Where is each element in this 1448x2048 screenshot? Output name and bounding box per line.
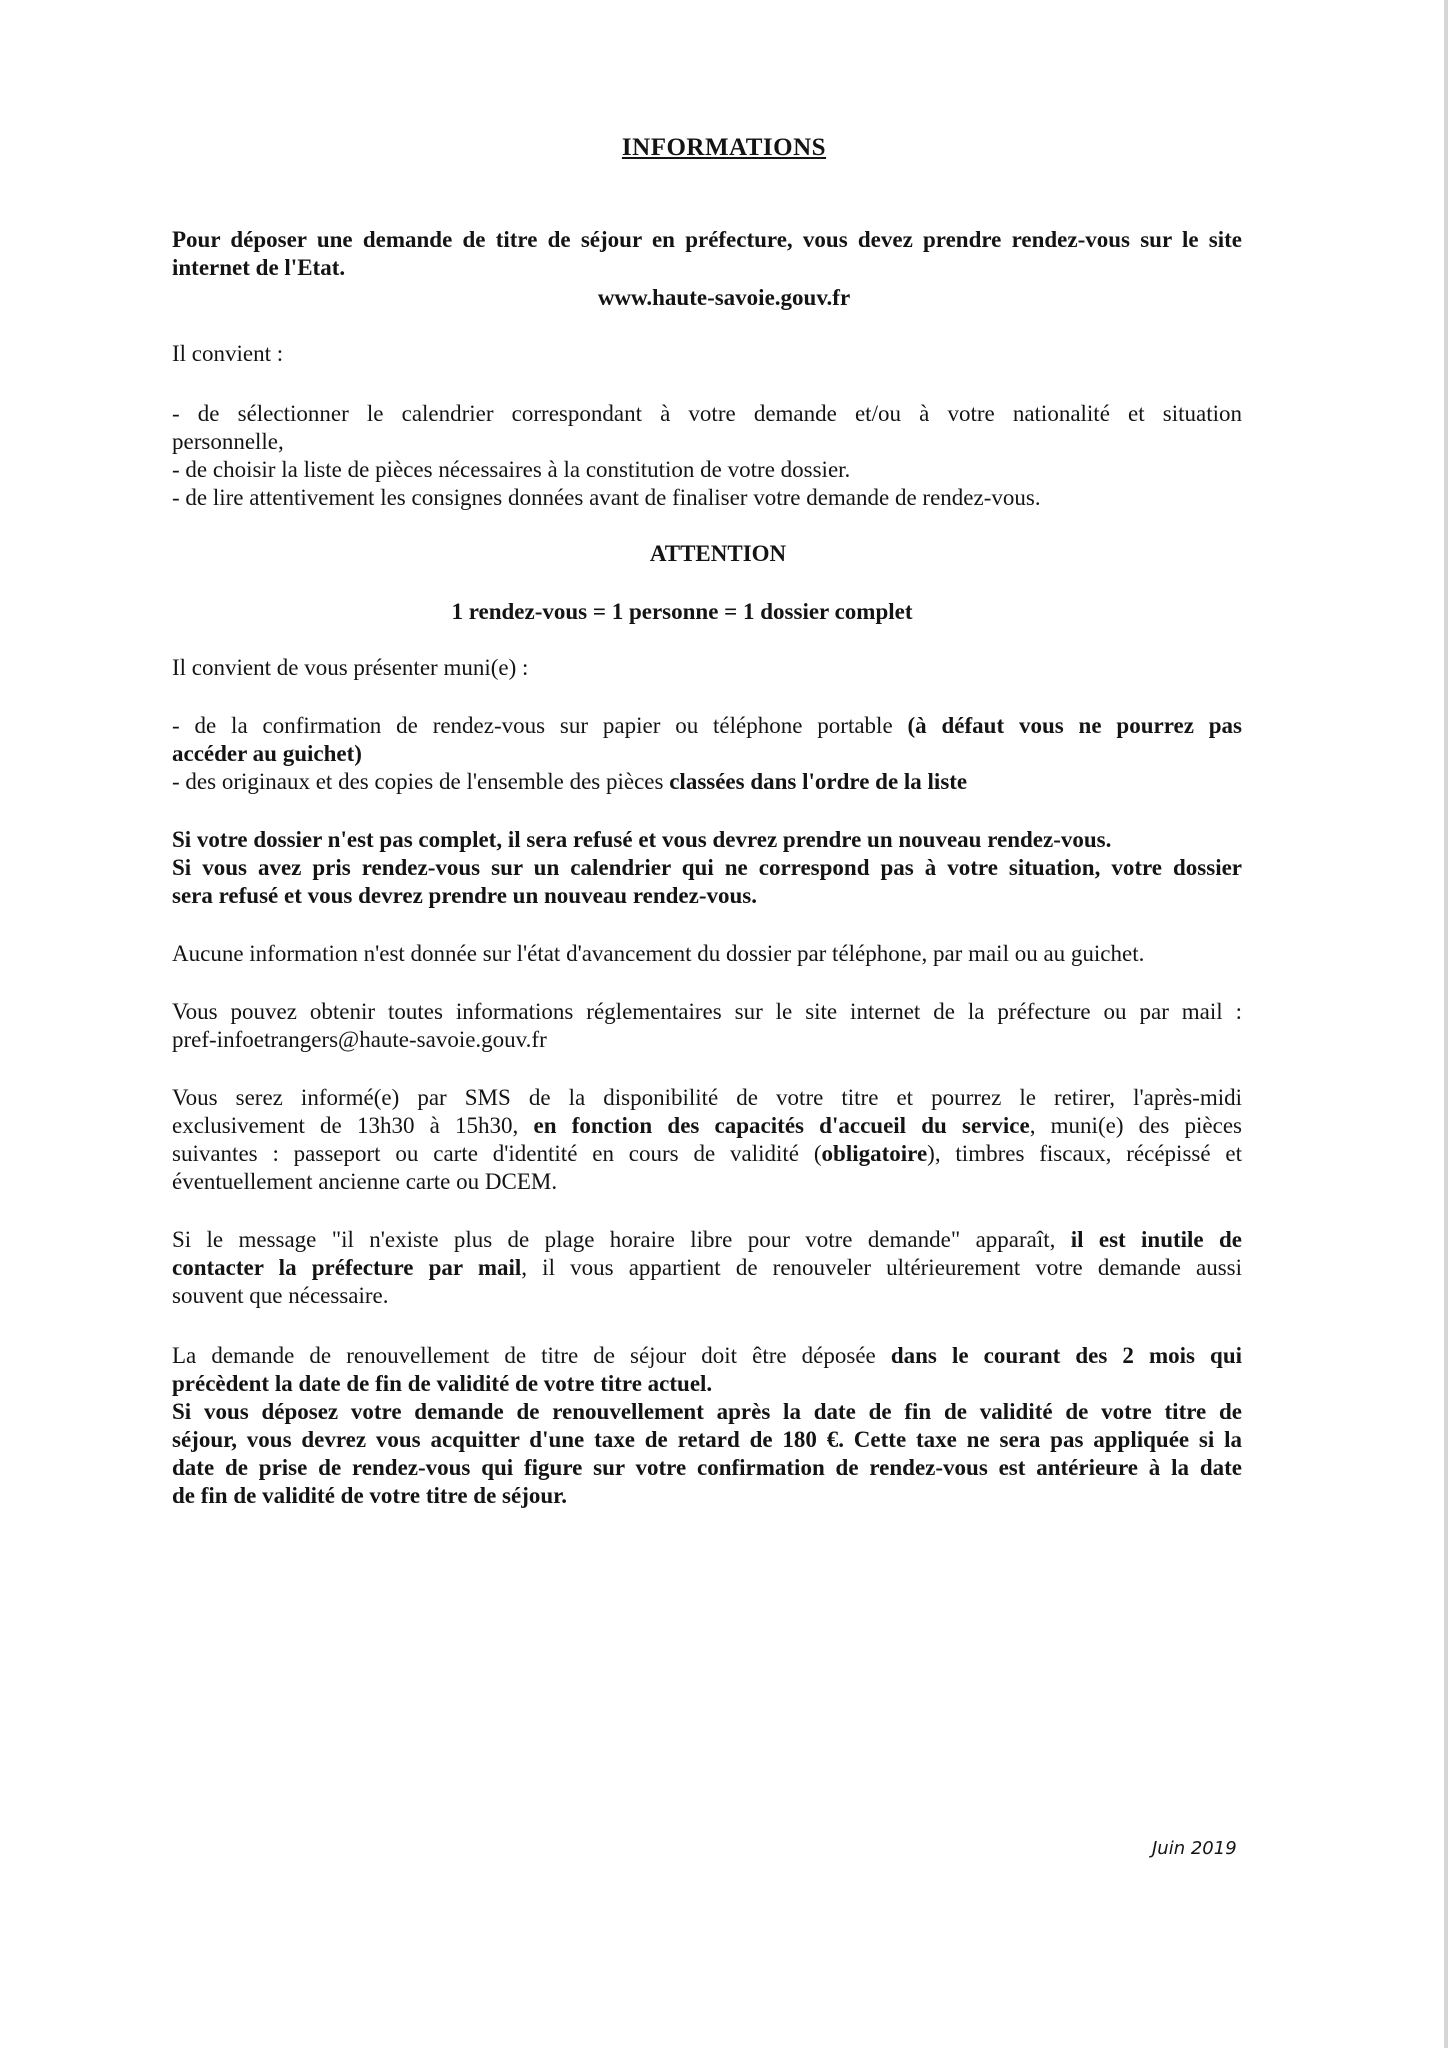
present-item-2-normal: - des originaux et des copies de l'ensemble des pièces [172, 769, 664, 794]
present-item-1-line-1 [172, 712, 1242, 740]
sms-line-3-a: suivantes : passeport ou carte d'identité en cours de validité ( [172, 1141, 822, 1166]
warning-line-3: sera refusé et vous devrez prendre un nouveau rendez-vous. [172, 883, 757, 908]
sms-line-2-b: , muni(e) des pièces [1029, 1113, 1242, 1138]
no-slot-line-2-bold: contacter la préfecture par mail [172, 1255, 522, 1280]
renewal-line-1 [172, 1342, 1242, 1370]
renewal-line-4: séjour, vous devrez vous acquitter d'une taxe de retard de 180 €. Cette taxe ne sera pas appliquée si la [172, 1427, 1242, 1452]
intro-line-2: internet de l'Etat. [172, 255, 346, 280]
sms-line-1: Vous serez informé(e) par SMS de la disponibilité de votre titre et pourrez le retirer, l'après-midi [172, 1085, 1242, 1110]
present-item-2 [172, 768, 1242, 796]
no-slot-line-1-bold: il est inutile de [1070, 1227, 1242, 1252]
present-item-2-bold: classées dans l'ordre de la liste [669, 769, 968, 794]
renewal-line-1-bold: dans le courant des 2 mois qui [890, 1343, 1243, 1368]
present-item-1-normal: - de la confirmation de rendez-vous sur papier ou téléphone portable [172, 713, 893, 738]
step-1-line-1: - de sélectionner le calendrier correspondant à votre demande et/ou à votre nationalité et situation [172, 401, 1242, 426]
step-1-line-2: personnelle, [172, 429, 284, 454]
step-3: - de lire attentivement les consignes données avant de finaliser votre demande de rendez-vous. [172, 485, 1041, 510]
step-2: - de choisir la liste de pièces nécessaires à la constitution de votre dossier. [172, 457, 851, 482]
present-intro: Il convient de vous présenter muni(e) : [172, 655, 529, 680]
sms-line-4: éventuellement ancienne carte ou DCEM. [172, 1169, 558, 1194]
present-item-1-line-2: accéder au guichet) [172, 741, 362, 766]
intro-line-1: Pour déposer une demande de titre de séjour en préfecture, vous devez prendre rendez-vous sur le site [172, 227, 1242, 252]
warning-line-1: Si votre dossier n'est pas complet, il sera refusé et vous devrez prendre un nouveau rendez-vous. [172, 827, 1112, 852]
sms-line-3-b: ), timbres fiscaux, récépissé et [927, 1141, 1243, 1166]
renewal-line-2: précèdent la date de fin de validité de votre titre actuel. [172, 1371, 713, 1396]
contact-email: pref-infoetrangers@haute-savoie.gouv.fr [172, 1027, 547, 1052]
sms-line-2-a: exclusivement de 13h30 à 15h30, [172, 1113, 519, 1138]
renewal-line-6: de fin de validité de votre titre de séjour. [172, 1483, 567, 1508]
contact-line-1: Vous pouvez obtenir toutes informations réglementaires sur le site internet de la préfecture ou par mail : [172, 999, 1242, 1024]
warning-line-2: Si vous avez pris rendez-vous sur un calendrier qui ne correspond pas à votre situation, votre dossier [172, 855, 1242, 880]
no-slot-line-1 [172, 1226, 1242, 1254]
renewal-line-3: Si vous déposez votre demande de renouvellement après la date de fin de validité de votre titre de [172, 1399, 1242, 1424]
sms-line-3 [172, 1140, 1242, 1168]
no-slot-line-2-b: , il vous appartient de renouveler ultérieurement votre demande aussi [521, 1255, 1242, 1280]
il-convient-label: Il convient : [172, 341, 284, 366]
sms-line-2 [172, 1112, 1242, 1140]
no-info-text: Aucune information n'est donnée sur l'état d'avancement du dossier par téléphone, par mail ou au guichet. [172, 941, 1145, 966]
no-slot-line-2 [172, 1254, 1242, 1282]
attention-heading: ATTENTION [649, 541, 787, 566]
attention-rule: 1 rendez-vous = 1 personne = 1 dossier complet [451, 599, 913, 624]
sms-line-2-bold: en fonction des capacités d'accueil du service [533, 1113, 1030, 1138]
website-text: www.haute-savoie.gouv.fr [597, 285, 851, 310]
document-title: INFORMATIONS [621, 134, 827, 161]
present-item-1-bold: (à défaut vous ne pourrez pas [907, 713, 1242, 738]
no-slot-line-1-a: Si le message "il n'existe plus de plage horaire libre pour votre demande" apparaît, [172, 1227, 1056, 1252]
no-slot-line-3: souvent que nécessaire. [172, 1283, 389, 1308]
scan-edge [1444, 0, 1448, 2048]
renewal-line-5: date de prise de rendez-vous qui figure sur votre confirmation de rendez-vous est antérieure à la date [172, 1455, 1242, 1480]
renewal-line-1-a: La demande de renouvellement de titre de séjour doit être déposée [172, 1343, 876, 1368]
footer-date: Juin 2019 [1152, 1838, 1237, 1859]
sms-line-3-bold: obligatoire [821, 1141, 928, 1166]
